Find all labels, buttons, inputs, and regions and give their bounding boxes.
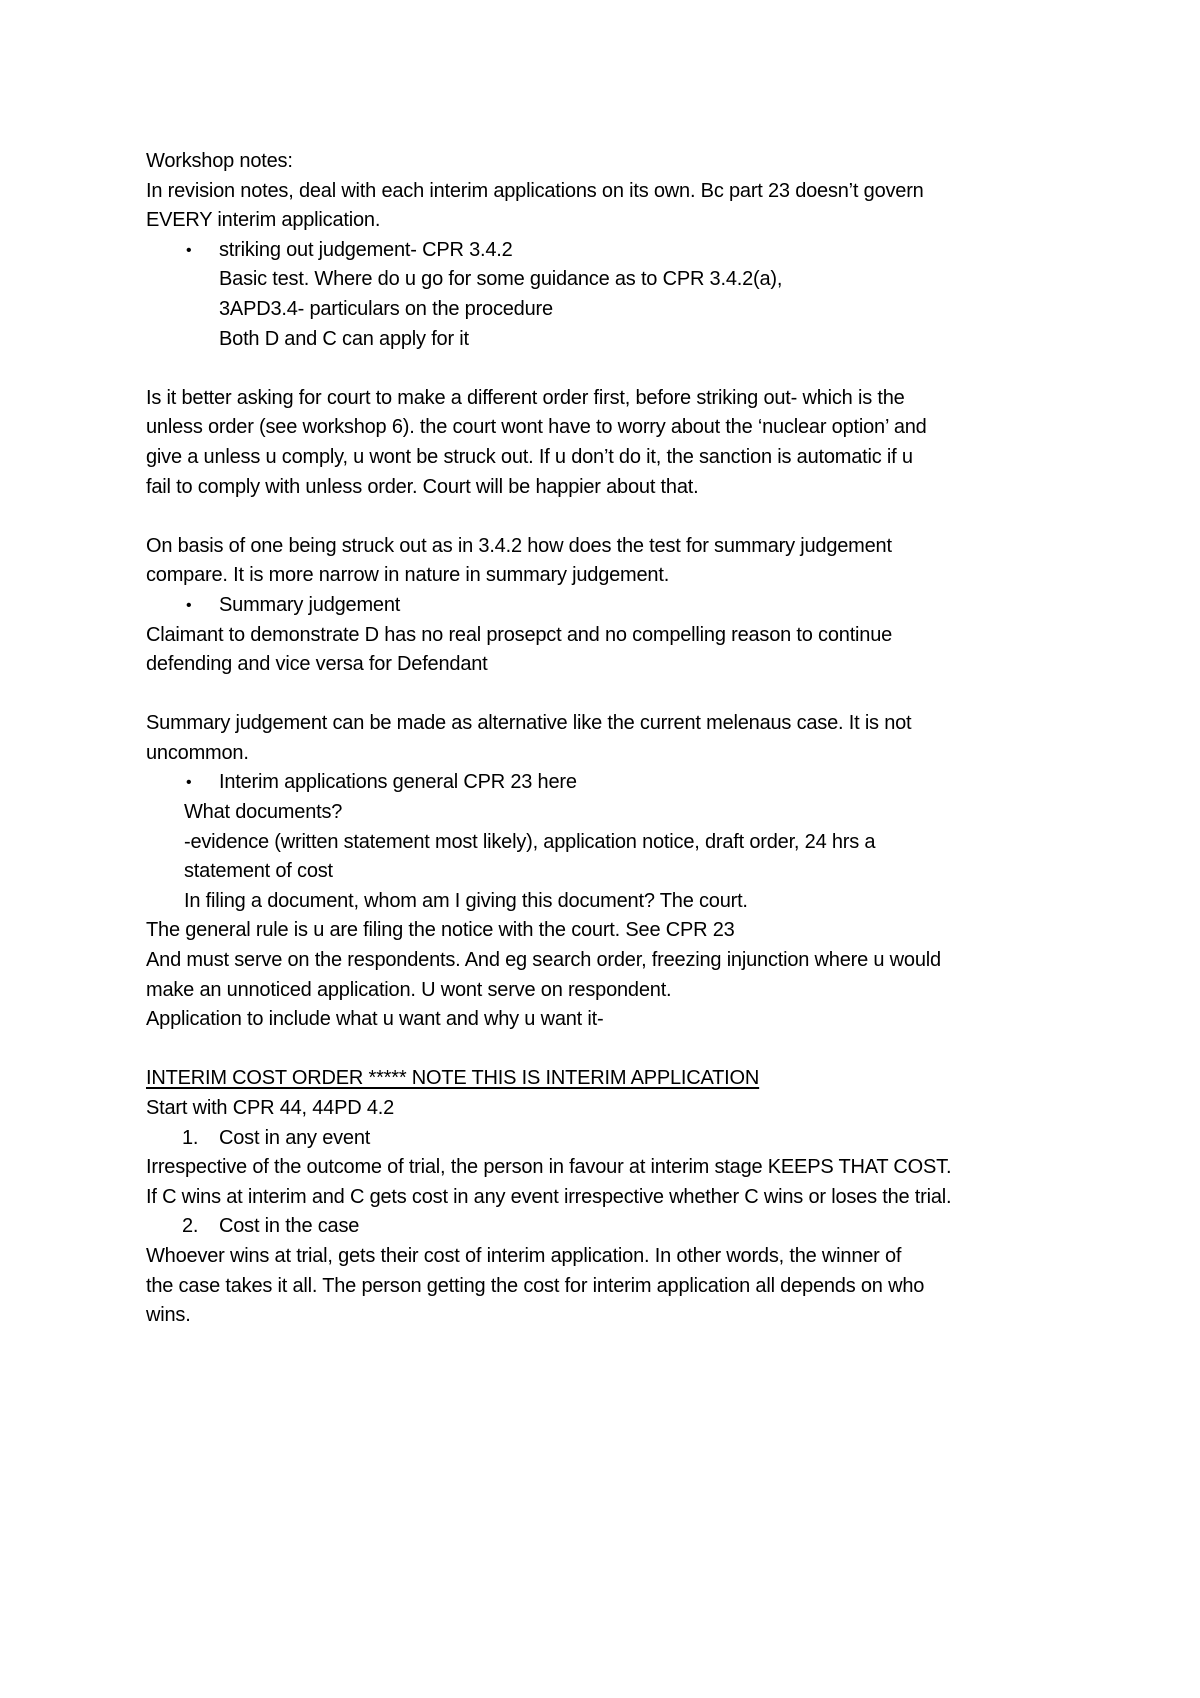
text-line: make an unnoticed application. U wont serve on respondent.	[146, 978, 672, 1001]
text-line: Summary judgement can be made as alternative like the current melenaus case. It is not	[146, 712, 912, 735]
text-line: Is it better asking for court to make a different order first, before striking out- which is the	[146, 386, 905, 409]
text-line: 3APD3.4- particulars on the procedure	[219, 297, 553, 320]
bullet-item-label: striking out judgement- CPR 3.4.2	[219, 238, 513, 261]
text-line: Start with CPR 44, 44PD 4.2	[146, 1097, 395, 1119]
text-line: If C wins at interim and C gets cost in any event irrespective whether C wins or loses the trial.	[146, 1185, 952, 1208]
text-line: statement of cost	[184, 860, 333, 883]
text-line: Claimant to demonstrate D has no real prosepct and no compelling reason to continue	[146, 623, 893, 646]
text-line: The general rule is u are filing the notice with the court. See CPR 23	[146, 919, 735, 942]
text-line: In revision notes, deal with each interim applications on its own. Bc part 23 doesn’t govern	[146, 179, 924, 202]
list-number: 1.	[182, 1126, 199, 1149]
text-line: wins.	[146, 1304, 191, 1327]
text-line: And must serve on the respondents. And eg search order, freezing injunction where u would	[146, 949, 941, 972]
numbered-item	[146, 1212, 1086, 1242]
text-line: In filing a document, whom am I giving this document? The court.	[184, 889, 748, 912]
text-line: the case takes it all. The person getting the cost for interim application all depends on who	[146, 1274, 925, 1297]
text-line: Irrespective of the outcome of trial, the person in favour at interim stage KEEPS THAT COST.	[146, 1156, 952, 1179]
text-line: Workshop notes:	[146, 150, 293, 172]
text-line: Whoever wins at trial, gets their cost of interim application. In other words, the winner of	[146, 1244, 902, 1267]
bullet-icon: •	[186, 241, 192, 259]
text-line: uncommon.	[146, 741, 249, 764]
text-line: compare. It is more narrow in nature in summary judgement.	[146, 564, 670, 587]
bullet-item-label: Interim applications general CPR 23 here	[219, 771, 577, 794]
numbered-item-label: Cost in any event	[219, 1126, 371, 1149]
numbered-item	[146, 1124, 1086, 1154]
text-line: -evidence (written statement most likely), application notice, draft order, 24 hrs a	[184, 830, 876, 853]
text-line: Application to include what u want and why u want it-	[146, 1008, 604, 1031]
text-line: Basic test. Where do u go for some guidance as to CPR 3.4.2(a),	[219, 268, 783, 291]
bullet-item-label: Summary judgement	[219, 593, 401, 616]
bullet-icon: •	[186, 774, 192, 792]
text-line: What documents?	[184, 801, 343, 824]
text-line: On basis of one being struck out as in 3.4.2 how does the test for summary judgement	[146, 534, 892, 557]
bullet-icon: •	[186, 596, 192, 614]
text-line: EVERY interim application.	[146, 209, 381, 232]
paragraph-gap	[146, 1035, 1086, 1065]
bullet-item	[146, 768, 1086, 798]
text-line: defending and vice versa for Defendant	[146, 653, 488, 676]
numbered-item-label: Cost in the case	[219, 1215, 360, 1238]
text-line: unless order (see workshop 6). the court wont have to worry about the ‘nuclear option’ and	[146, 416, 927, 439]
paragraph-gap	[146, 354, 1086, 384]
section-heading: INTERIM COST ORDER ***** NOTE THIS IS INTERIM APPLICATION	[146, 1067, 760, 1090]
paragraph-gap	[146, 680, 1086, 710]
text-line: give a unless u comply, u wont be struck out. If u don’t do it, the sanction is automatic if u	[146, 445, 913, 468]
paragraph-gap	[146, 502, 1086, 532]
text-line: Both D and C can apply for it	[219, 327, 469, 350]
document-body	[146, 147, 1086, 1331]
list-number: 2.	[182, 1215, 199, 1238]
bullet-item	[146, 236, 1086, 266]
bullet-item	[146, 591, 1086, 621]
text-line: fail to comply with unless order. Court will be happier about that.	[146, 475, 699, 498]
